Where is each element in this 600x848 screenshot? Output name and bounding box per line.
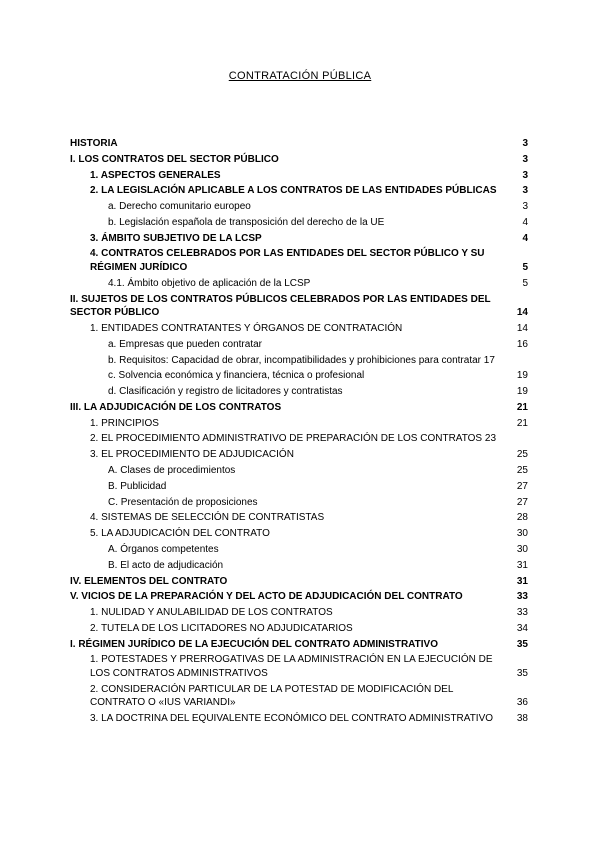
toc-entry-page: 34 bbox=[516, 622, 528, 634]
toc-entry-title: 1. NULIDAD Y ANULABILIDAD DE LOS CONTRATOS bbox=[90, 607, 333, 619]
toc-entry-page: 19 bbox=[516, 386, 528, 398]
toc-entry-title: A. Órganos competentes bbox=[108, 543, 219, 555]
toc-entry-title: I. LOS CONTRATOS DEL SECTOR PÚBLICO bbox=[70, 153, 279, 165]
toc-entry-title: 3. LA DOCTRINA DEL EQUIVALENTE ECONÓMICO DEL CONTRATO ADMINISTRATIVO bbox=[90, 713, 494, 725]
toc-entry-title: 4.1. Ámbito objetivo de aplicación de la LCSP bbox=[108, 277, 311, 289]
toc-entry-page: 3 bbox=[522, 138, 528, 149]
toc-entry[interactable] bbox=[70, 464, 528, 478]
toc-entry[interactable] bbox=[70, 293, 528, 320]
toc-entry-page: 35 bbox=[516, 638, 528, 650]
toc-entry-page: 25 bbox=[516, 449, 528, 461]
toc-entry-title: III. LA ADJUDICACIÓN DE LOS CONTRATOS bbox=[70, 401, 282, 413]
toc-entry-page: 14 bbox=[516, 307, 528, 319]
toc-entry-title: 1. PRINCIPIOS bbox=[90, 417, 159, 429]
toc-entry[interactable] bbox=[70, 184, 528, 198]
toc-entry-page: 30 bbox=[516, 528, 528, 540]
toc-entry-page: 21 bbox=[516, 417, 528, 429]
toc-entry-title: 1. ASPECTOS GENERALES bbox=[90, 169, 221, 181]
toc-entry[interactable] bbox=[70, 480, 528, 494]
toc-entry[interactable] bbox=[70, 575, 528, 589]
toc-entry[interactable] bbox=[70, 543, 528, 557]
toc-entry-title: B. El acto de adjudicación bbox=[108, 559, 224, 571]
toc-entry[interactable] bbox=[70, 247, 528, 274]
toc-entry[interactable] bbox=[70, 169, 528, 183]
toc-entry[interactable] bbox=[70, 511, 528, 525]
toc-entry-title: 1. POTESTADES Y PRERROGATIVAS DE LA ADMINISTRACIÓN EN LA EJECUCIÓN DE LOS CONTRATOS ADMINISTRATIVOS bbox=[90, 654, 493, 679]
toc-entry[interactable] bbox=[70, 232, 528, 246]
toc-entry-page: 25 bbox=[516, 465, 528, 477]
toc-entry-page: 4 bbox=[522, 216, 528, 228]
toc-entry-page: 21 bbox=[516, 401, 528, 413]
toc-entry[interactable] bbox=[70, 354, 528, 368]
toc-entry-page: 3 bbox=[522, 201, 528, 213]
toc-entry-page: 35 bbox=[516, 668, 528, 679]
toc-entry[interactable] bbox=[70, 606, 528, 620]
toc-entry-title: 5. LA ADJUDICACIÓN DEL CONTRATO bbox=[90, 528, 270, 540]
toc-entry[interactable] bbox=[70, 712, 528, 726]
toc-entry-title: A. Clases de procedimientos bbox=[108, 465, 236, 477]
toc-entry-title: c. Solvencia económica y financiera, técnica o profesional bbox=[108, 370, 365, 382]
toc-entry-title: B. Publicidad bbox=[108, 480, 167, 492]
toc-entry-title: 2. LA LEGISLACIÓN APLICABLE A LOS CONTRATOS DE LAS ENTIDADES PÚBLICAS bbox=[90, 185, 497, 197]
toc-entry-title: V. VICIOS DE LA PREPARACIÓN Y DEL ACTO DE ADJUDICACIÓN DEL CONTRATO bbox=[70, 591, 463, 603]
toc-entry-page: 16 bbox=[516, 338, 528, 350]
toc-entry-page: 36 bbox=[516, 697, 528, 709]
toc-entry-title: IV. ELEMENTOS DEL CONTRATO bbox=[70, 575, 228, 587]
toc-entry[interactable] bbox=[70, 277, 528, 291]
toc-entry-page: 14 bbox=[516, 323, 528, 334]
toc-entry-page: 38 bbox=[516, 713, 528, 725]
toc-entry-page: 30 bbox=[516, 543, 528, 555]
toc-entry-title: II. SUJETOS DE LOS CONTRATOS PÚBLICOS CELEBRADOS POR LAS ENTIDADES DEL SECTOR PÚBLICO bbox=[70, 293, 491, 319]
toc-entry[interactable] bbox=[70, 401, 528, 415]
toc-entry[interactable] bbox=[70, 338, 528, 352]
toc-entry-page: 3 bbox=[522, 169, 528, 181]
toc-entry[interactable] bbox=[70, 417, 528, 431]
toc-entry-title: 2. EL PROCEDIMIENTO ADMINISTRATIVO DE PREPARACIÓN DE LOS CONTRATOS 23 bbox=[90, 433, 497, 445]
toc-entry-title: d. Clasificación y registro de licitadores y contratistas bbox=[108, 386, 343, 398]
toc-entry-page: 33 bbox=[516, 591, 528, 603]
toc-entry[interactable] bbox=[70, 432, 528, 446]
toc-entry[interactable] bbox=[70, 322, 528, 336]
toc-entry[interactable] bbox=[70, 527, 528, 541]
toc-entry-page: 5 bbox=[522, 262, 528, 274]
toc-entry[interactable] bbox=[70, 590, 528, 604]
toc-entry-page: 28 bbox=[516, 512, 528, 524]
toc-entry[interactable] bbox=[70, 622, 528, 636]
toc-entry-title: HISTORIA bbox=[70, 138, 118, 149]
toc-entry[interactable] bbox=[70, 385, 528, 399]
toc-entry[interactable] bbox=[70, 638, 528, 652]
toc-entry-page: 4 bbox=[522, 232, 528, 244]
toc-entry-title: b. Requisitos: Capacidad de obrar, incompatibilidades y prohibiciones para contratar 17 bbox=[108, 354, 495, 366]
toc-entry-title: I. RÉGIMEN JURÍDICO DE LA EJECUCIÓN DEL CONTRATO ADMINISTRATIVO bbox=[70, 638, 438, 650]
toc-entry[interactable] bbox=[70, 448, 528, 462]
toc-entry-title: 1. ENTIDADES CONTRATANTES Y ÓRGANOS DE CONTRATACIÓN bbox=[90, 323, 403, 334]
toc-entry-title: a. Derecho comunitario europeo bbox=[108, 201, 251, 213]
document-title: CONTRATACIÓN PÚBLICA bbox=[228, 70, 372, 82]
toc-entry-page: 31 bbox=[516, 575, 528, 587]
toc-entry-page: 27 bbox=[516, 496, 528, 508]
toc-entry[interactable] bbox=[70, 496, 528, 510]
toc-entry-page: 27 bbox=[516, 480, 528, 492]
toc-entry-page: 3 bbox=[522, 185, 528, 197]
toc-entry-title: 4. CONTRATOS CELEBRADOS POR LAS ENTIDADES DEL SECTOR PÚBLICO Y SU RÉGIMEN JURÍDICO bbox=[90, 248, 485, 274]
toc-entry-page: 33 bbox=[516, 607, 528, 619]
toc-entry-title: 2. TUTELA DE LOS LICITADORES NO ADJUDICATARIOS bbox=[90, 622, 353, 634]
toc-entry-title: C. Presentación de proposiciones bbox=[108, 496, 258, 508]
toc-entry-title: a. Empresas que pueden contratar bbox=[108, 338, 262, 350]
toc-entry-page: 19 bbox=[516, 370, 528, 382]
toc-entry-title: 3. EL PROCEDIMIENTO DE ADJUDICACIÓN bbox=[90, 449, 294, 461]
toc-entry[interactable] bbox=[70, 653, 528, 680]
toc-entry-page: 3 bbox=[522, 153, 528, 165]
toc-entry[interactable] bbox=[70, 683, 528, 710]
toc-entry-page: 5 bbox=[522, 277, 528, 289]
toc-entry[interactable] bbox=[70, 153, 528, 167]
toc-entry[interactable] bbox=[70, 216, 528, 230]
toc-entry-page: 31 bbox=[516, 559, 528, 571]
table-of-contents bbox=[70, 137, 528, 728]
toc-entry-title: b. Legislación española de transposición del derecho de la UE bbox=[108, 216, 385, 228]
toc-entry-title: 3. ÁMBITO SUBJETIVO DE LA LCSP bbox=[90, 232, 262, 244]
toc-entry-title: 2. CONSIDERACIÓN PARTICULAR DE LA POTESTAD DE MODIFICACIÓN DEL CONTRATO O «IUS VARIANDI» bbox=[90, 683, 454, 709]
toc-entry[interactable] bbox=[70, 369, 528, 383]
toc-entry[interactable] bbox=[70, 200, 528, 214]
toc-entry[interactable] bbox=[70, 137, 528, 151]
toc-entry[interactable] bbox=[70, 559, 528, 573]
toc-entry-title: 4. SISTEMAS DE SELECCIÓN DE CONTRATISTAS bbox=[90, 512, 325, 524]
